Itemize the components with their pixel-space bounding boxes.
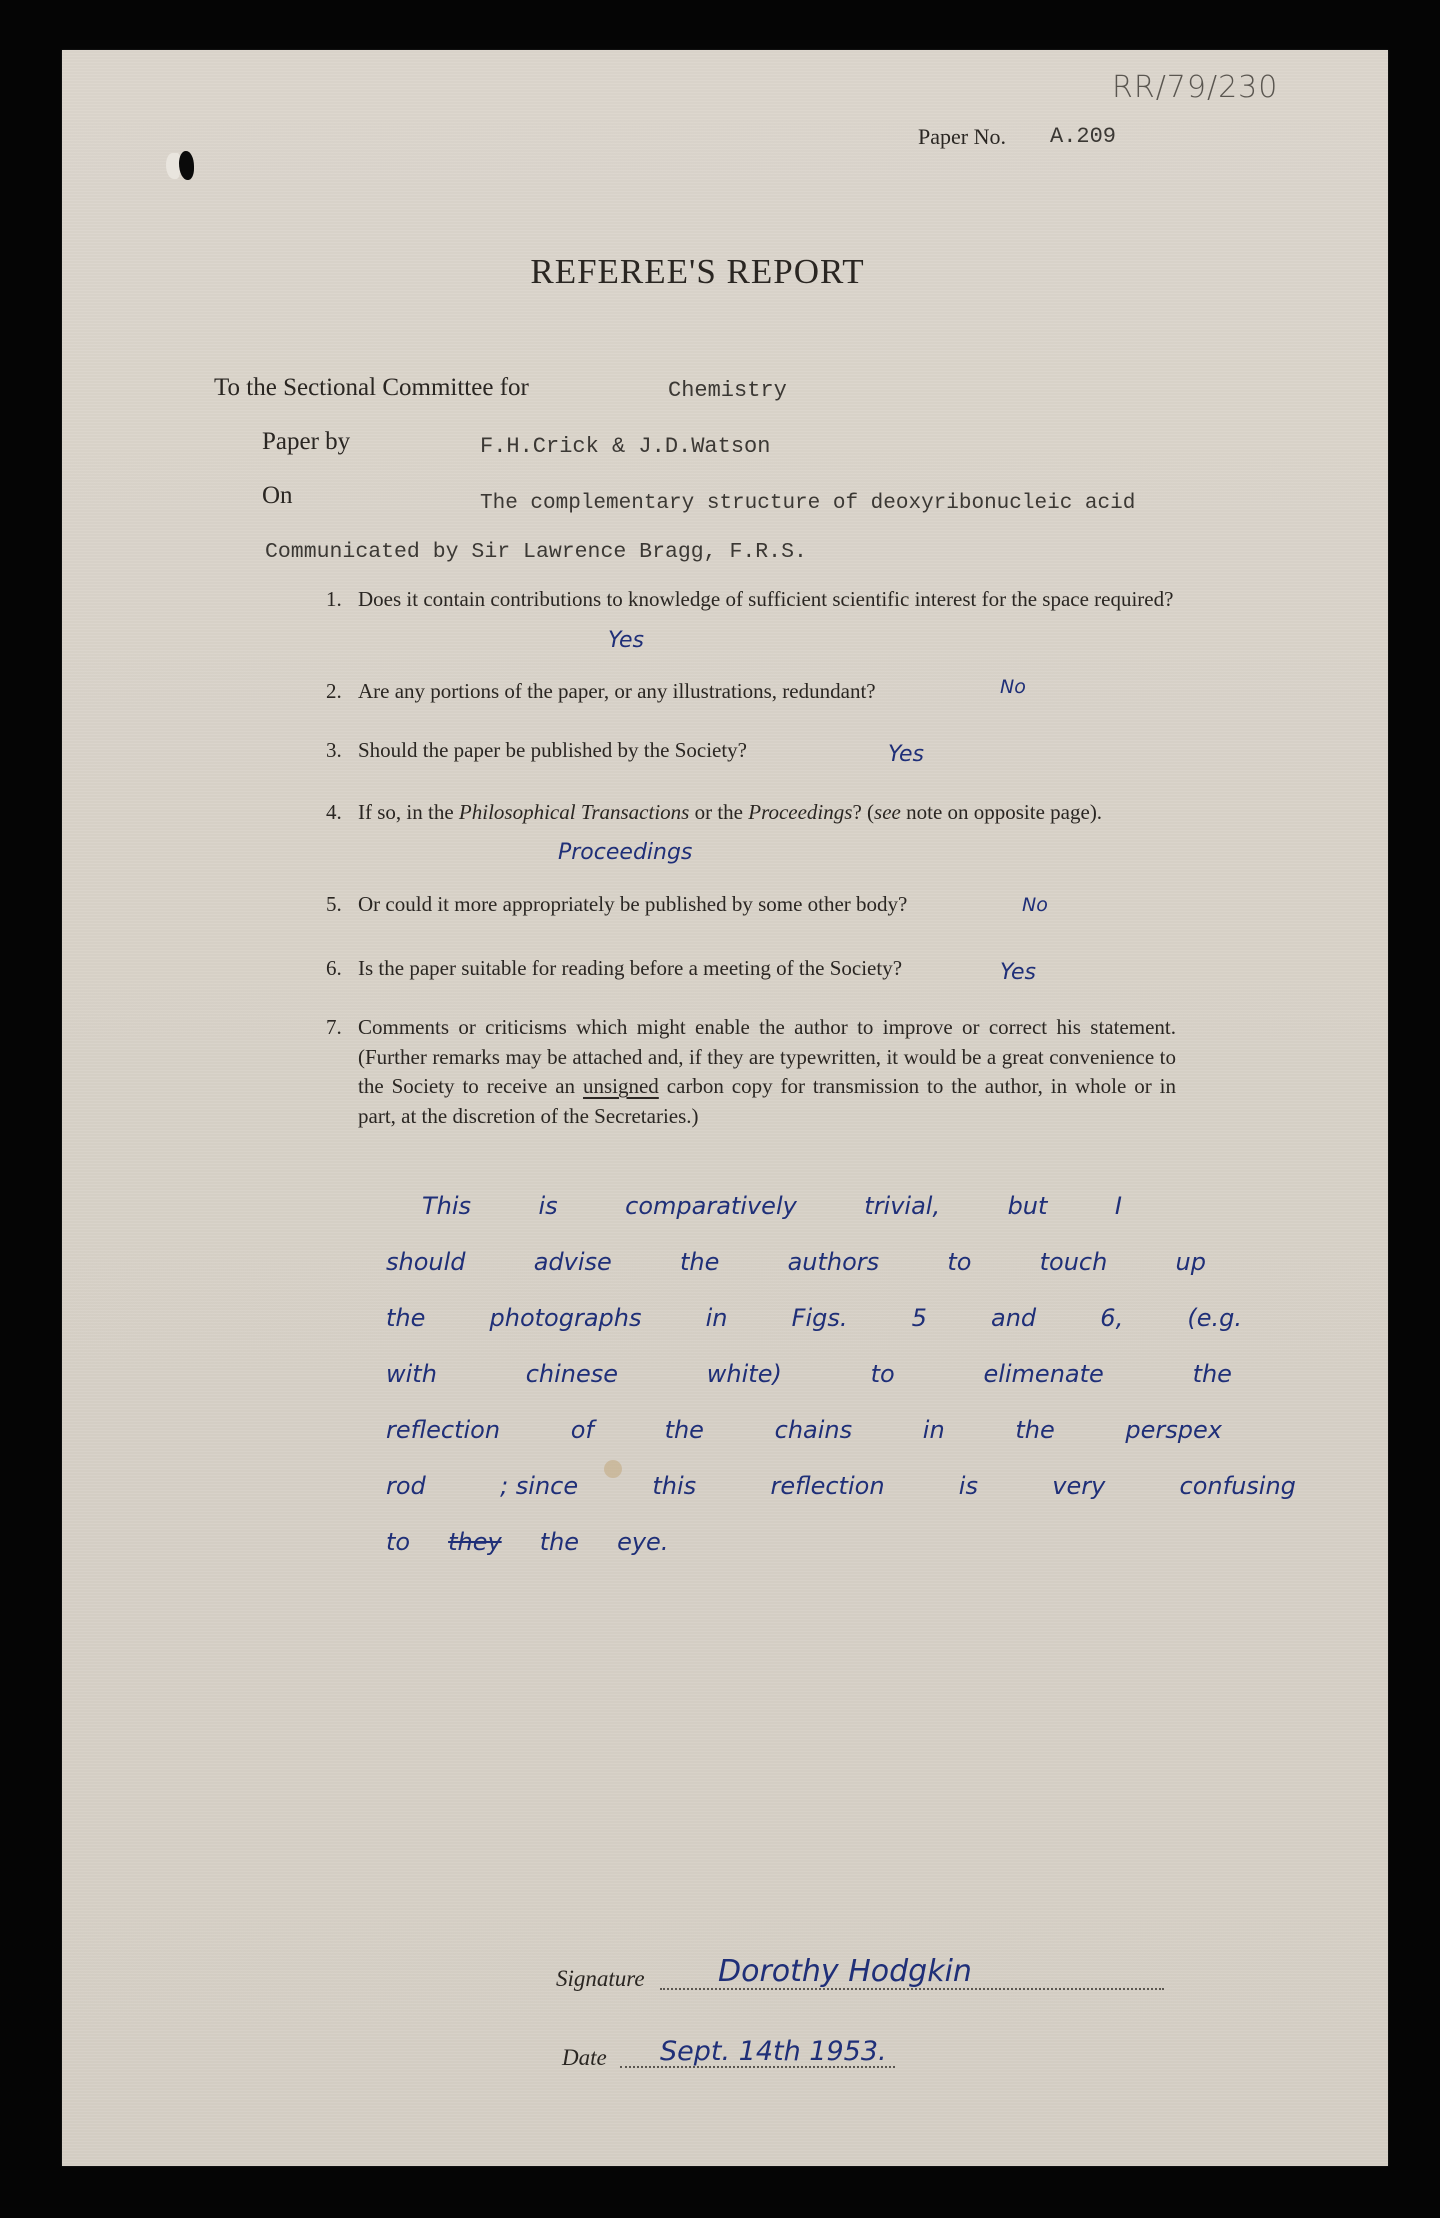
word: elimenate bbox=[983, 1360, 1104, 1388]
word: the bbox=[679, 1248, 720, 1276]
word: very bbox=[1052, 1472, 1106, 1500]
question-number: 2. bbox=[326, 679, 342, 703]
comment-line-7 bbox=[386, 1528, 726, 1556]
text-part: If so, in the bbox=[358, 800, 459, 824]
journal-name: Proceedings bbox=[748, 800, 853, 824]
hole bbox=[179, 151, 194, 180]
text-part: ? ( bbox=[852, 800, 875, 824]
word: confusing bbox=[1179, 1472, 1296, 1500]
underlined-word: unsigned bbox=[582, 1074, 659, 1098]
question-5 bbox=[326, 889, 1176, 919]
word: reflection bbox=[770, 1472, 885, 1500]
answer-6: Yes bbox=[1000, 960, 1037, 985]
word: trivial, bbox=[864, 1192, 941, 1220]
word: to bbox=[386, 1528, 411, 1556]
page-title: REFEREE'S REPORT bbox=[530, 252, 865, 291]
word: chinese bbox=[525, 1360, 619, 1388]
word: this bbox=[652, 1472, 697, 1500]
comment-line-4 bbox=[386, 1360, 1232, 1388]
comment-line-2 bbox=[386, 1248, 1206, 1276]
text-part: note on opposite page). bbox=[900, 800, 1103, 824]
answer-3: Yes bbox=[888, 742, 925, 767]
question-3 bbox=[326, 735, 1176, 765]
committee-value: Chemistry bbox=[668, 378, 787, 403]
word: touch bbox=[1039, 1248, 1108, 1276]
word: up bbox=[1175, 1248, 1206, 1276]
word: the bbox=[539, 1528, 580, 1556]
answer-1: Yes bbox=[608, 628, 645, 653]
paper-by-value: F.H.Crick & J.D.Watson bbox=[480, 434, 771, 459]
text-part: see bbox=[874, 800, 901, 824]
struck-word: they bbox=[448, 1528, 502, 1556]
date-value: Sept. 14th 1953. bbox=[660, 2036, 887, 2067]
word: is bbox=[538, 1192, 558, 1220]
communicated-by: Communicated by Sir Lawrence Bragg, F.R.S. bbox=[265, 540, 807, 564]
question-text bbox=[326, 797, 1176, 827]
word: and bbox=[991, 1304, 1037, 1332]
paper-flap bbox=[166, 153, 180, 179]
question-number: 6. bbox=[326, 956, 342, 980]
word: authors bbox=[787, 1248, 880, 1276]
question-number: 5. bbox=[326, 892, 342, 916]
paper-number-label: Paper No. bbox=[918, 124, 1006, 149]
question-text: Or could it more appropriately be published by some other body? bbox=[358, 892, 908, 916]
journal-name: Philosophical Transactions bbox=[458, 800, 690, 824]
word: the bbox=[1015, 1416, 1055, 1444]
word: the bbox=[664, 1416, 704, 1444]
comment-line-5 bbox=[386, 1416, 1222, 1444]
paper-number-value: A.209 bbox=[1050, 124, 1117, 149]
question-text bbox=[326, 1013, 1176, 1131]
question-1 bbox=[326, 584, 1176, 614]
paper-subject-value: The complementary structure of deoxyribonucleic acid bbox=[480, 492, 1136, 515]
ink-stain bbox=[604, 1460, 622, 1478]
word: the bbox=[1192, 1360, 1232, 1388]
signature-label: Signature bbox=[556, 1966, 645, 1991]
answer-2: No bbox=[1000, 676, 1026, 698]
word: to bbox=[947, 1248, 972, 1276]
word: comparatively bbox=[625, 1192, 797, 1220]
punch-hole-icon bbox=[172, 150, 194, 180]
word: Figs. bbox=[791, 1304, 848, 1332]
question-number: 7. bbox=[326, 1015, 342, 1039]
question-text: Are any portions of the paper, or any illustrations, redundant? bbox=[358, 679, 876, 703]
answer-4: Proceedings bbox=[558, 840, 693, 865]
question-text: Does it contain contributions to knowledge of sufficient scientific interest for the space required? bbox=[358, 587, 1174, 611]
question-7 bbox=[326, 1013, 1176, 1131]
word: in bbox=[922, 1416, 945, 1444]
question-4 bbox=[326, 797, 1176, 827]
word: of bbox=[570, 1416, 594, 1444]
word: is bbox=[958, 1472, 978, 1500]
text-part: Comments or criticisms which might enable the author to improve or correct his statement. (Further remarks may be attached and, if they are typewritten, it would be a great convenience to the Society to receive an bbox=[358, 1015, 1176, 1098]
word: rod bbox=[386, 1472, 426, 1500]
word: advise bbox=[533, 1248, 612, 1276]
word: chains bbox=[774, 1416, 853, 1444]
text-part: or the bbox=[689, 800, 749, 824]
word: I bbox=[1114, 1192, 1122, 1220]
word: 5 bbox=[911, 1304, 927, 1332]
word: white) bbox=[706, 1360, 782, 1388]
question-text: Should the paper be published by the Society? bbox=[358, 738, 748, 762]
word: perspex bbox=[1125, 1416, 1222, 1444]
word: to bbox=[870, 1360, 895, 1388]
answer-5: No bbox=[1022, 894, 1048, 916]
question-6 bbox=[326, 953, 1176, 983]
comment-line-1 bbox=[422, 1192, 1122, 1220]
question-number: 4. bbox=[326, 800, 342, 824]
word: reflection bbox=[386, 1416, 501, 1444]
word: (e.g. bbox=[1187, 1304, 1242, 1332]
date-label: Date bbox=[562, 2045, 607, 2070]
word: ; since bbox=[500, 1472, 579, 1500]
committee-label: To the Sectional Committee for bbox=[214, 374, 529, 401]
signature-value: Dorothy Hodgkin bbox=[718, 1954, 972, 1989]
question-2 bbox=[326, 676, 1176, 706]
word: should bbox=[386, 1248, 466, 1276]
comment-line-6 bbox=[386, 1472, 1296, 1500]
word: photographs bbox=[489, 1304, 642, 1332]
word: but bbox=[1007, 1192, 1048, 1220]
on-label: On bbox=[262, 482, 293, 509]
question-text: Is the paper suitable for reading before a meeting of the Society? bbox=[358, 956, 903, 980]
word: This bbox=[422, 1192, 472, 1220]
word: eye. bbox=[617, 1528, 669, 1556]
question-number: 1. bbox=[326, 587, 342, 611]
word: the bbox=[386, 1304, 426, 1332]
paper-by-label: Paper by bbox=[262, 428, 351, 455]
text-part: carbon copy for transmission to the author, in whole or in part, at the discretion of the Secretaries.) bbox=[358, 1074, 1176, 1128]
word: 6, bbox=[1100, 1304, 1124, 1332]
comment-line-3 bbox=[386, 1304, 1242, 1332]
question-number: 3. bbox=[326, 738, 342, 762]
word: in bbox=[705, 1304, 728, 1332]
archive-reference: RR/79/230 bbox=[1112, 70, 1279, 105]
word: with bbox=[386, 1360, 437, 1388]
